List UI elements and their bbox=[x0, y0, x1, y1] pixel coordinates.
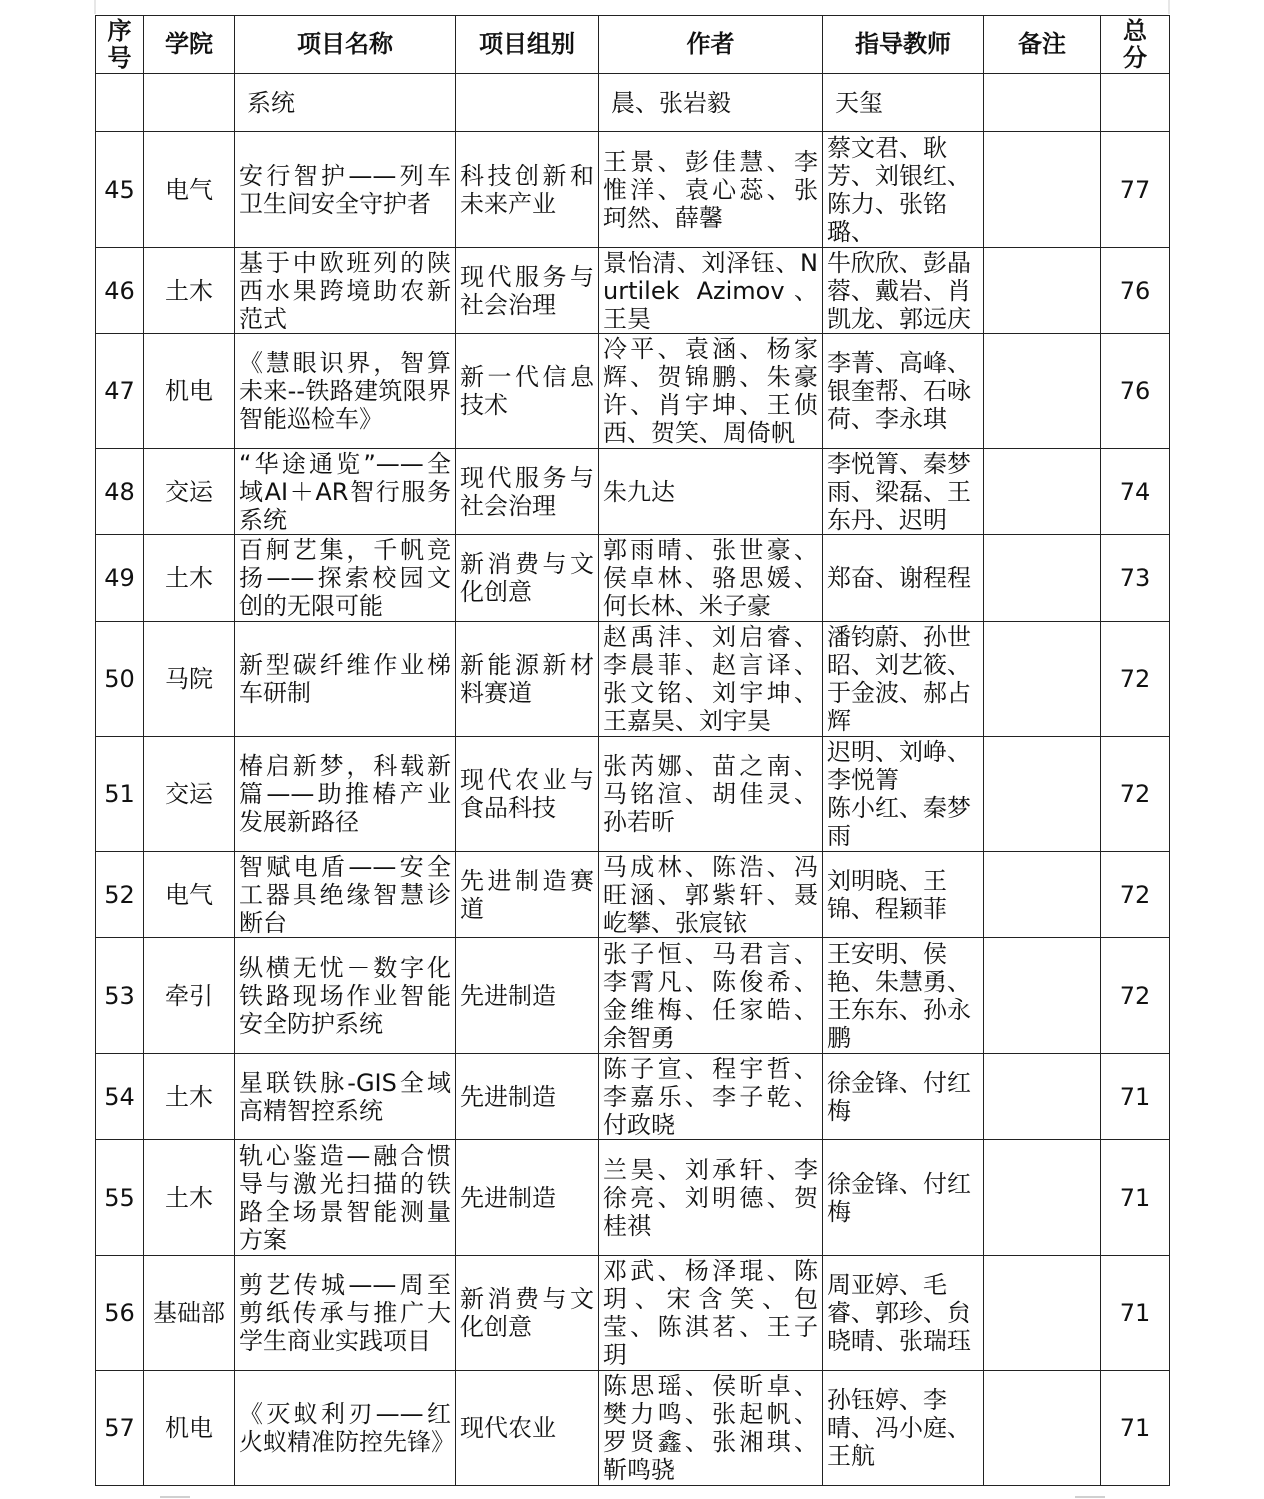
header-remarks: 备注 bbox=[984, 16, 1101, 74]
cell-authors: 马成林、陈浩、冯旺涵、郭紫轩、聂屹攀、张宸铱 bbox=[599, 852, 823, 938]
cell-advisors: 王安明、侯艳、朱慧勇、王东东、孙永鹏 bbox=[823, 938, 984, 1054]
cell-advisors: 李菁、高峰、银奎帮、石咏荷、李永琪 bbox=[823, 334, 984, 449]
table-row bbox=[96, 132, 1170, 248]
cell-group: 现代服务与社会治理 bbox=[456, 449, 599, 535]
cell-seq bbox=[96, 74, 144, 132]
cell-seq: 45 bbox=[96, 132, 144, 248]
cell-college: 基础部 bbox=[144, 1256, 235, 1371]
cell-remarks bbox=[984, 737, 1101, 852]
cell-seq: 54 bbox=[96, 1054, 144, 1140]
table-row bbox=[96, 938, 1170, 1054]
cell-project: 基于中欧班列的陕西水果跨境助农新范式 bbox=[235, 248, 456, 334]
cell-project: 纵横无忧－数字化铁路现场作业智能安全防护系统 bbox=[235, 938, 456, 1054]
table-row bbox=[96, 535, 1170, 622]
cell-seq: 52 bbox=[96, 852, 144, 938]
header-row bbox=[96, 16, 1170, 74]
table-row bbox=[96, 1371, 1170, 1486]
cell-remarks bbox=[984, 1371, 1101, 1486]
header-college: 学院 bbox=[144, 16, 235, 74]
cell-seq: 56 bbox=[96, 1256, 144, 1371]
cell-seq: 51 bbox=[96, 737, 144, 852]
cell-authors: 邓武、杨泽琨、陈玥、宋含笑、包莹、陈淇茗、王子玥 bbox=[599, 1256, 823, 1371]
cell-college: 电气 bbox=[144, 852, 235, 938]
cell-score: 74 bbox=[1101, 449, 1170, 535]
cell-advisors: 潘钧蔚、孙世昭、刘艺筱、于金波、郝占辉 bbox=[823, 622, 984, 737]
table-row bbox=[96, 1140, 1170, 1256]
cell-authors: 赵禹沣、刘启睿、李晨菲、赵言译、张文铭、刘宇坤、王嘉昊、刘宇昊 bbox=[599, 622, 823, 737]
cell-college: 土木 bbox=[144, 1054, 235, 1140]
cell-group: 先进制造赛道 bbox=[456, 852, 599, 938]
cell-authors: 景怡清、刘泽钰、Nurtilek Azimov、王昊 bbox=[599, 248, 823, 334]
cell-project: 轨心鉴造—融合惯导与激光扫描的铁路全场景智能测量方案 bbox=[235, 1140, 456, 1256]
cell-college: 牵引 bbox=[144, 938, 235, 1054]
cell-group: 先进制造 bbox=[456, 1140, 599, 1256]
cell-advisors: 李悦箐、秦梦雨、梁磊、王东丹、迟明 bbox=[823, 449, 984, 535]
header-project: 项目名称 bbox=[235, 16, 456, 74]
cell-remarks bbox=[984, 1054, 1101, 1140]
cell-score: 71 bbox=[1101, 1371, 1170, 1486]
cell-seq: 48 bbox=[96, 449, 144, 535]
cell-group: 新消费与文化创意 bbox=[456, 1256, 599, 1371]
cell-seq: 47 bbox=[96, 334, 144, 449]
cell-authors: 张子恒、马君言、李霄凡、陈俊希、金维梅、任家皓、余智勇 bbox=[599, 938, 823, 1054]
cell-score: 73 bbox=[1101, 535, 1170, 622]
cell-score: 72 bbox=[1101, 622, 1170, 737]
award-table bbox=[95, 15, 1170, 1486]
cell-project: 安行智护——列车卫生间安全守护者 bbox=[235, 132, 456, 248]
cell-project: 椿启新梦，科载新篇——助推椿产业发展新路径 bbox=[235, 737, 456, 852]
cell-college: 土木 bbox=[144, 535, 235, 622]
table-row bbox=[96, 737, 1170, 852]
cell-advisors: 徐金锋、付红梅 bbox=[823, 1140, 984, 1256]
cell-remarks bbox=[984, 132, 1101, 248]
header-advisors: 指导教师 bbox=[823, 16, 984, 74]
cell-project: 系统 bbox=[235, 74, 456, 132]
cell-project: 《灭蚁利刃——红火蚁精准防控先锋》 bbox=[235, 1371, 456, 1486]
cell-advisors: 迟明、刘峥、李悦箐 陈小红、秦梦雨 bbox=[823, 737, 984, 852]
cell-authors: 冷平、袁涵、杨家辉、贺锦鹏、朱豪许、肖宇坤、王侦西、贺笑、周倚帆 bbox=[599, 334, 823, 449]
cell-college: 机电 bbox=[144, 1371, 235, 1486]
cell-score: 76 bbox=[1101, 248, 1170, 334]
cell-college: 交运 bbox=[144, 449, 235, 535]
cell-college: 土木 bbox=[144, 1140, 235, 1256]
cell-college: 机电 bbox=[144, 334, 235, 449]
cell-group: 科技创新和未来产业 bbox=[456, 132, 599, 248]
cell-remarks bbox=[984, 1140, 1101, 1256]
cell-project: “华途通览”——全域AI＋AR智行服务系统 bbox=[235, 449, 456, 535]
cell-college: 土木 bbox=[144, 248, 235, 334]
cell-remarks bbox=[984, 1256, 1101, 1371]
cell-college: 电气 bbox=[144, 132, 235, 248]
cell-score: 71 bbox=[1101, 1140, 1170, 1256]
cell-project: 剪艺传城——周至剪纸传承与推广大学生商业实践项目 bbox=[235, 1256, 456, 1371]
cell-remarks bbox=[984, 938, 1101, 1054]
cell-advisors: 蔡文君、耿芳、刘银红、陈力、张铭璐、 bbox=[823, 132, 984, 248]
cell-group: 先进制造 bbox=[456, 1054, 599, 1140]
cell-seq: 53 bbox=[96, 938, 144, 1054]
cell-project: 星联铁脉-GIS全域高精智控系统 bbox=[235, 1054, 456, 1140]
cell-authors: 晨、张岩毅 bbox=[599, 74, 823, 132]
cell-remarks bbox=[984, 449, 1101, 535]
cell-group: 新消费与文化创意 bbox=[456, 535, 599, 622]
cell-group: 现代农业 bbox=[456, 1371, 599, 1486]
table-row bbox=[96, 622, 1170, 737]
cell-advisors: 周亚婷、毛睿、郭珍、贠晓晴、张瑞珏 bbox=[823, 1256, 984, 1371]
cell-authors: 陈思瑶、侯昕卓、樊力鸣、张起帆、罗贤鑫、张湘琪、靳鸣骁 bbox=[599, 1371, 823, 1486]
cell-advisors: 刘明晓、王锦、程颖菲 bbox=[823, 852, 984, 938]
cell-score bbox=[1101, 74, 1170, 132]
table-row bbox=[96, 334, 1170, 449]
cell-college: 马院 bbox=[144, 622, 235, 737]
table-row bbox=[96, 852, 1170, 938]
table-row bbox=[96, 449, 1170, 535]
header-authors: 作者 bbox=[599, 16, 823, 74]
cell-score: 77 bbox=[1101, 132, 1170, 248]
cell-group: 新一代信息技术 bbox=[456, 334, 599, 449]
cell-group: 先进制造 bbox=[456, 938, 599, 1054]
cell-remarks bbox=[984, 622, 1101, 737]
cell-score: 71 bbox=[1101, 1256, 1170, 1371]
cell-advisors: 天玺 bbox=[823, 74, 984, 132]
cell-seq: 49 bbox=[96, 535, 144, 622]
table-row bbox=[96, 248, 1170, 334]
cell-score: 72 bbox=[1101, 852, 1170, 938]
cell-advisors: 牛欣欣、彭晶蓉、戴岩、肖凯龙、郭远庆 bbox=[823, 248, 984, 334]
cell-authors: 郭雨晴、张世豪、侯卓林、骆思媛、何长林、米子豪 bbox=[599, 535, 823, 622]
cell-score: 72 bbox=[1101, 938, 1170, 1054]
cell-project: 《慧眼识界，智算未来--铁路建筑限界智能巡检车》 bbox=[235, 334, 456, 449]
cell-project: 百舸艺集，千帆竞扬——探索校园文创的无限可能 bbox=[235, 535, 456, 622]
cell-authors: 陈子宣、程宇哲、李嘉乐、李子乾、付政晓 bbox=[599, 1054, 823, 1140]
table-row-continuation bbox=[96, 74, 1170, 132]
header-score: 总分 bbox=[1101, 16, 1170, 74]
header-group: 项目组别 bbox=[456, 16, 599, 74]
cell-group: 现代农业与食品科技 bbox=[456, 737, 599, 852]
cell-authors: 兰昊、刘承轩、李徐亮、刘明德、贺桂祺 bbox=[599, 1140, 823, 1256]
cell-project: 新型碳纤维作业梯车研制 bbox=[235, 622, 456, 737]
cell-remarks bbox=[984, 74, 1101, 132]
cell-advisors: 孙钰婷、李晴、冯小庭、王航 bbox=[823, 1371, 984, 1486]
cell-authors: 王景、彭佳慧、李惟洋、袁心蕊、张珂然、薛馨 bbox=[599, 132, 823, 248]
cell-remarks bbox=[984, 852, 1101, 938]
cell-seq: 46 bbox=[96, 248, 144, 334]
cell-advisors: 徐金锋、付红梅 bbox=[823, 1054, 984, 1140]
cell-remarks bbox=[984, 535, 1101, 622]
cell-authors: 张芮娜、苗之南、马铭渲、胡佳灵、孙若昕 bbox=[599, 737, 823, 852]
cell-score: 76 bbox=[1101, 334, 1170, 449]
cell-college: 交运 bbox=[144, 737, 235, 852]
cell-group bbox=[456, 74, 599, 132]
cell-authors: 朱九达 bbox=[599, 449, 823, 535]
cell-score: 71 bbox=[1101, 1054, 1170, 1140]
header-seq: 序号 bbox=[96, 16, 144, 74]
cell-seq: 55 bbox=[96, 1140, 144, 1256]
cell-group: 现代服务与社会治理 bbox=[456, 248, 599, 334]
cell-score: 72 bbox=[1101, 737, 1170, 852]
cell-college bbox=[144, 74, 235, 132]
table-row bbox=[96, 1256, 1170, 1371]
table-row bbox=[96, 1054, 1170, 1140]
cell-advisors: 郑奋、谢程程 bbox=[823, 535, 984, 622]
cell-remarks bbox=[984, 334, 1101, 449]
cell-seq: 50 bbox=[96, 622, 144, 737]
cell-seq: 57 bbox=[96, 1371, 144, 1486]
cell-remarks bbox=[984, 248, 1101, 334]
cell-project: 智赋电盾——安全工器具绝缘智慧诊断台 bbox=[235, 852, 456, 938]
cell-group: 新能源新材料赛道 bbox=[456, 622, 599, 737]
